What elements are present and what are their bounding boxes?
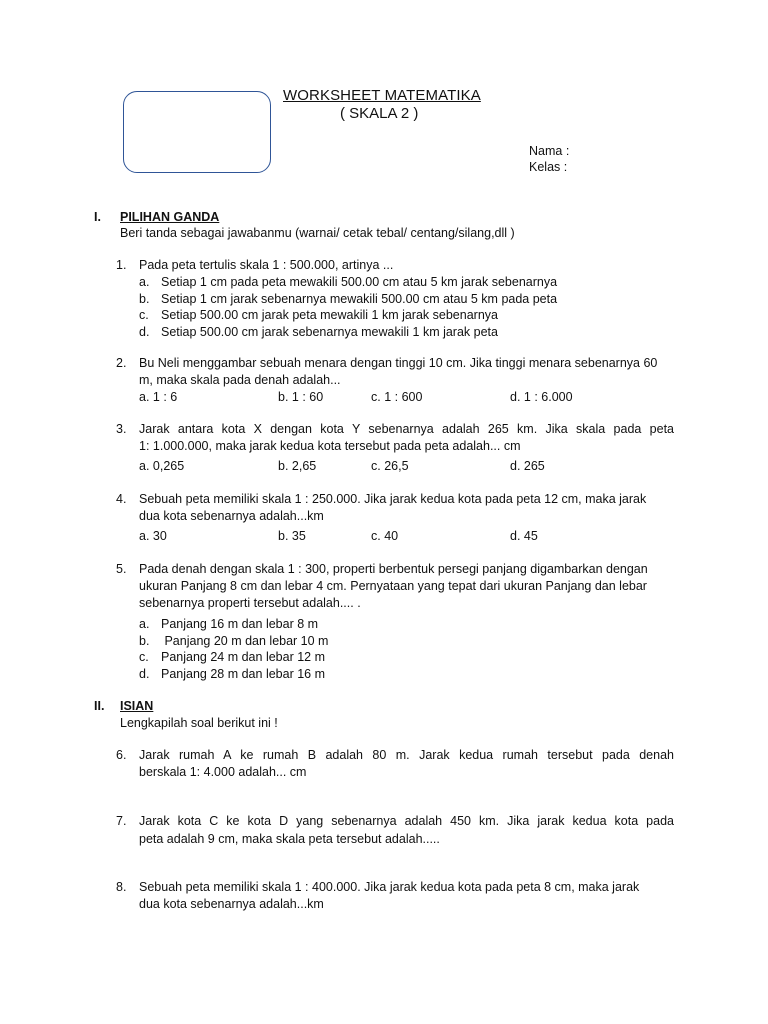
option-a[interactable]: a. Panjang 16 m dan lebar 8 m [139,617,319,631]
option-c[interactable]: c. Panjang 24 m dan lebar 12 m [139,650,325,664]
question-number: 4. [116,492,127,506]
question-number: 7. [116,814,127,828]
section-2-title: ISIAN [120,699,154,713]
options-row [139,528,674,544]
question-text: Sebuah peta memiliki skala 1 : 250.000. Jika jarak kedua kota pada peta 12 cm, maka jarak dua kota sebenarnya adalah...km [139,492,647,523]
question-number: 8. [116,880,127,894]
option-c[interactable]: c. 26,5 [371,459,409,473]
option-c[interactable]: c. 1 : 600 [371,390,423,404]
option-c[interactable]: c. 40 [371,529,399,543]
option-b[interactable]: b. 35 [278,529,306,543]
question-text: Pada denah dengan skala 1 : 300, properti berbentuk persegi panjang digambarkan dengan ukuran Panjang 8 cm dan lebar 4 cm. Pernyataan yang tepat dari ukuran Panjang dan lebar sebenarnya properti tersebut adalah.... . [139,562,648,610]
question-number: 1. [116,258,127,272]
question-number: 2. [116,356,127,370]
question-number: 5. [116,562,127,576]
option-d[interactable]: d. 265 [510,459,545,473]
question-text: Sebuah peta memiliki skala 1 : 400.000. Jika jarak kedua kota pada peta 8 cm, maka jarak dua kota sebenarnya adalah...km [139,880,640,911]
section-1-instruction: Beri tanda sebagai jawabanmu (warnai/ cetak tebal/ centang/silang,dll ) [120,226,515,240]
section-2-number: II. [94,699,105,713]
option-a[interactable]: a. Setiap 1 cm pada peta mewakili 500.00 cm atau 5 km jarak sebenarnya [139,275,558,289]
logo-placeholder-box [123,91,271,173]
nama-label: Nama : [529,144,570,158]
options-list [139,274,674,340]
question-text: Jarak kota C ke kota D yang sebenarnya adalah 450 km. Jika jarak kedua kota pada peta adalah 9 cm, maka skala peta tersebut adalah..... [139,814,674,846]
question-text: Jarak rumah A ke rumah B adalah 80 m. Jarak kedua rumah tersebut pada denah berskala 1: 4.000 adalah... cm [139,748,674,779]
option-a[interactable]: a. 1 : 6 [139,390,178,404]
section-1-title: PILIHAN GANDA [120,210,220,224]
worksheet-subtitle: ( SKALA 2 ) [340,105,419,122]
question-text: Pada peta tertulis skala 1 : 500.000, artinya ... [139,258,394,272]
section-1-number: I. [94,210,101,224]
option-a[interactable]: a. 30 [139,529,167,543]
options-row [139,458,674,474]
option-d[interactable]: d. Panjang 28 m dan lebar 16 m [139,666,325,681]
options-row [139,389,674,405]
kelas-label: Kelas : [529,160,568,174]
option-b[interactable]: b. 2,65 [278,459,317,473]
option-d[interactable]: d. 1 : 6.000 [510,390,573,404]
option-b[interactable]: b. 1 : 60 [278,390,324,404]
option-d[interactable]: d. Setiap 500.00 cm jarak sebenarnya mewakili 1 km jarak peta [139,324,498,339]
options-list [139,616,674,682]
option-b[interactable]: b. Panjang 20 m dan lebar 10 m [139,633,329,648]
question-number: 3. [116,422,127,436]
section-2-instruction: Lengkapilah soal berikut ini ! [120,716,278,730]
worksheet-title: WORKSHEET MATEMATIKA [283,87,481,104]
option-a[interactable]: a. 0,265 [139,459,185,473]
option-b[interactable]: b. Setiap 1 cm jarak sebenarnya mewakili 500.00 cm atau 5 km pada peta [139,291,558,306]
option-c[interactable]: c. Setiap 500.00 cm jarak peta mewakili 1 km jarak sebenarnya [139,308,498,322]
question-text: Bu Neli menggambar sebuah menara dengan tinggi 10 cm. Jika tinggi menara sebenarnya 60 m, maka skala pada denah adalah... [139,356,658,387]
option-d[interactable]: d. 45 [510,529,538,543]
question-text: Jarak antara kota X dengan kota Y sebenarnya adalah 265 km. Jika skala pada peta 1: 1.000.000, maka jarak kedua kota tersebut pada peta adalah... cm [139,422,674,453]
question-number: 6. [116,748,127,762]
